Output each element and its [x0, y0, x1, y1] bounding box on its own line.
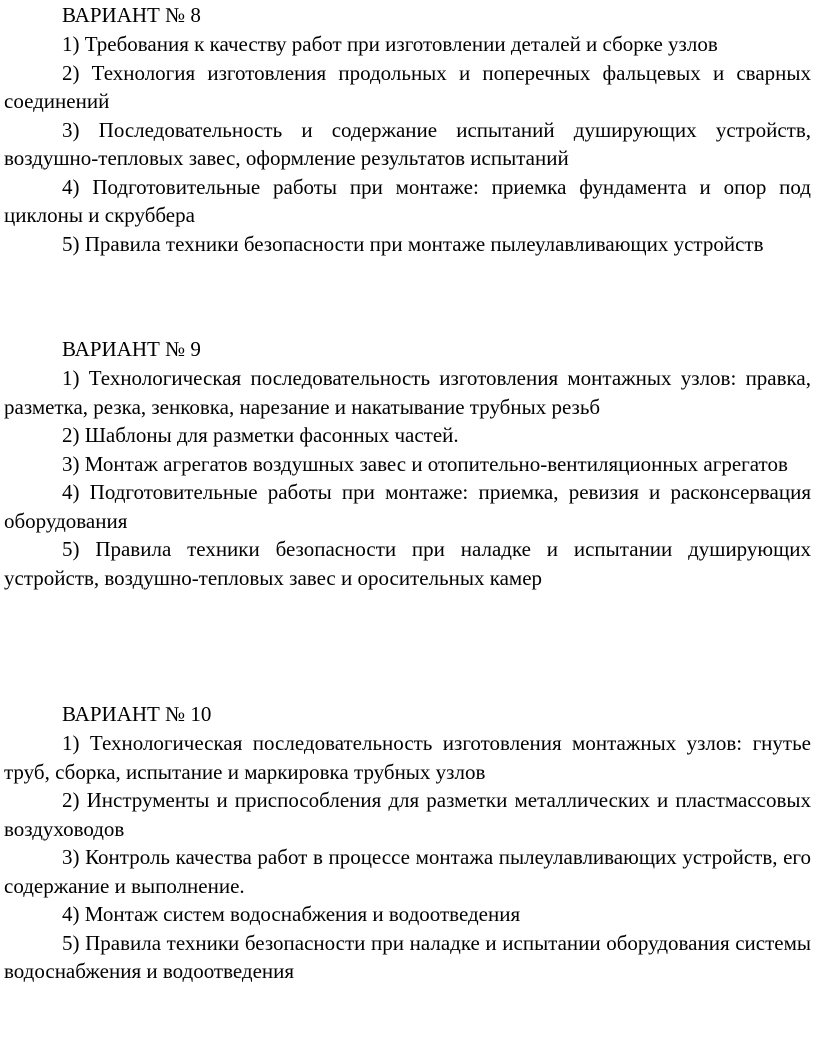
- variant-9-title: ВАРИАНТ № 9: [62, 337, 201, 361]
- variant-9-item-3: 3) Монтаж агрегатов воздушных завес и отопительно-вентиляционных агрегатов: [62, 451, 788, 476]
- variant-10-item-3: 3) Контроль качества работ в процессе монтажа пылеулавливающих устройств, его содержание и выполнение.: [4, 845, 811, 898]
- variant-8-title: ВАРИАНТ № 8: [62, 3, 201, 27]
- variant-8-item-5: 5) Правила техники безопасности при монтаже пылеулавливающих устройств: [62, 231, 764, 256]
- variant-9-section: [4, 334, 811, 592]
- variant-9-item-4: 4) Подготовительные работы при монтаже: приемка, ревизия и расконсервация оборудования: [4, 480, 811, 533]
- variant-8-item-3: 3) Последовательность и содержание испытаний душирующих устройств, воздушно-тепловых завес, оформление результатов испытаний: [4, 117, 811, 170]
- variant-8-item-1: 1) Требования к качеству работ при изготовлении деталей и сборке узлов: [62, 32, 718, 56]
- variant-10-section: [4, 699, 811, 986]
- variant-9-item-2: 2) Шаблоны для разметки фасонных частей.: [62, 423, 459, 447]
- variant-9-item-1: 1) Технологическая последовательность изготовления монтажных узлов: правка, разметка, резка, зенковка, нарезание и накатывание трубных резьб: [4, 366, 811, 419]
- variant-10-item-1: 1) Технологическая последовательность изготовления монтажных узлов: гнутье труб, сборка, испытание и маркировка трубных узлов: [4, 731, 811, 784]
- variant-9-item-5: 5) Правила техники безопасности при наладке и испытании душирующих устройств, воздушно-тепловых завес и оросительных камер: [4, 537, 811, 590]
- variant-10-title: ВАРИАНТ № 10: [62, 702, 212, 726]
- variant-10-item-4: 4) Монтаж систем водоснабжения и водоотведения: [62, 902, 521, 926]
- variant-10-item-2: 2) Инструменты и приспособления для разметки металлических и пластмассовых воздуховодов: [4, 788, 811, 841]
- variant-10-item-5: 5) Правила техники безопасности при наладке и испытании оборудования системы водоснабжения и водоотведения: [4, 930, 811, 983]
- variant-8-section: [4, 0, 811, 258]
- variant-8-item-4: 4) Подготовительные работы при монтаже: приемка фундамента и опор под циклоны и скруббера: [4, 174, 811, 227]
- variant-8-item-2: 2) Технология изготовления продольных и поперечных фальцевых и сварных соединений: [4, 60, 811, 113]
